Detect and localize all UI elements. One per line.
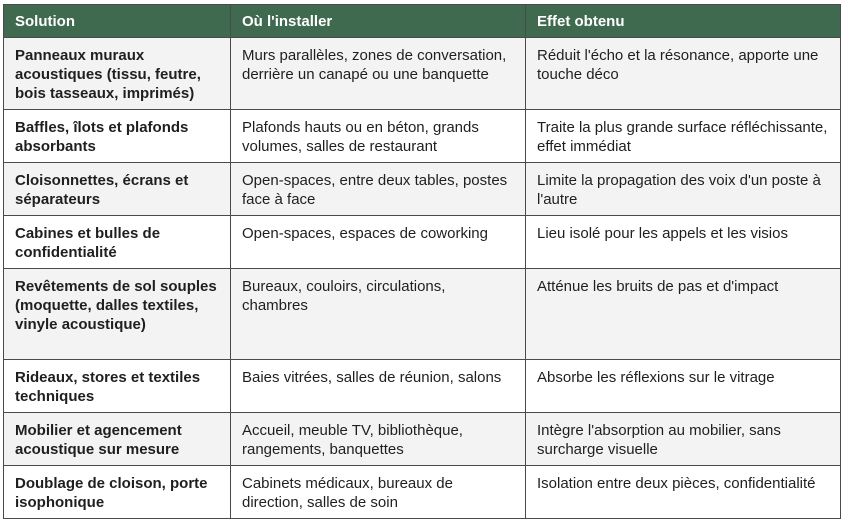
effect-cell: Isolation entre deux pièces, confidentialité xyxy=(526,466,841,519)
effect-cell: Absorbe les réflexions sur le vitrage xyxy=(526,360,841,413)
header-solution: Solution xyxy=(4,5,231,38)
location-cell: Baies vitrées, salles de réunion, salons xyxy=(231,360,526,413)
location-cell: Plafonds hauts ou en béton, grands volumes, salles de restaurant xyxy=(231,110,526,163)
solutions-table-container xyxy=(3,4,840,519)
solution-cell: Cloisonnettes, écrans et séparateurs xyxy=(4,163,231,216)
solution-cell: Baffles, îlots et plafonds absorbants xyxy=(4,110,231,163)
location-cell: Bureaux, couloirs, circulations, chambres xyxy=(231,269,526,360)
table-row xyxy=(4,163,841,216)
table-row xyxy=(4,413,841,466)
effect-cell: Traite la plus grande surface réfléchissante, effet immédiat xyxy=(526,110,841,163)
location-cell: Open-spaces, espaces de coworking xyxy=(231,216,526,269)
table-header-row xyxy=(4,5,841,38)
table-row xyxy=(4,466,841,519)
effect-cell: Atténue les bruits de pas et d'impact xyxy=(526,269,841,360)
effect-cell: Lieu isolé pour les appels et les visios xyxy=(526,216,841,269)
effect-cell: Intègre l'absorption au mobilier, sans surcharge visuelle xyxy=(526,413,841,466)
table-row xyxy=(4,38,841,110)
solution-cell: Rideaux, stores et textiles techniques xyxy=(4,360,231,413)
solution-cell: Mobilier et agencement acoustique sur mesure xyxy=(4,413,231,466)
location-cell: Open-spaces, entre deux tables, postes face à face xyxy=(231,163,526,216)
location-cell: Cabinets médicaux, bureaux de direction, salles de soin xyxy=(231,466,526,519)
effect-cell: Limite la propagation des voix d'un poste à l'autre xyxy=(526,163,841,216)
solution-cell: Revêtements de sol souples (moquette, dalles textiles, vinyle acoustique) xyxy=(4,269,231,360)
effect-cell: Réduit l'écho et la résonance, apporte une touche déco xyxy=(526,38,841,110)
header-effect: Effet obtenu xyxy=(526,5,841,38)
header-location: Où l'installer xyxy=(231,5,526,38)
table-row xyxy=(4,216,841,269)
solution-cell: Cabines et bulles de confidentialité xyxy=(4,216,231,269)
acoustic-solutions-table xyxy=(3,4,841,519)
solution-cell: Doublage de cloison, porte isophonique xyxy=(4,466,231,519)
table-row xyxy=(4,110,841,163)
table-row xyxy=(4,360,841,413)
table-row xyxy=(4,269,841,360)
solution-cell: Panneaux muraux acoustiques (tissu, feutre, bois tasseaux, imprimés) xyxy=(4,38,231,110)
location-cell: Accueil, meuble TV, bibliothèque, rangements, banquettes xyxy=(231,413,526,466)
location-cell: Murs parallèles, zones de conversation, derrière un canapé ou une banquette xyxy=(231,38,526,110)
